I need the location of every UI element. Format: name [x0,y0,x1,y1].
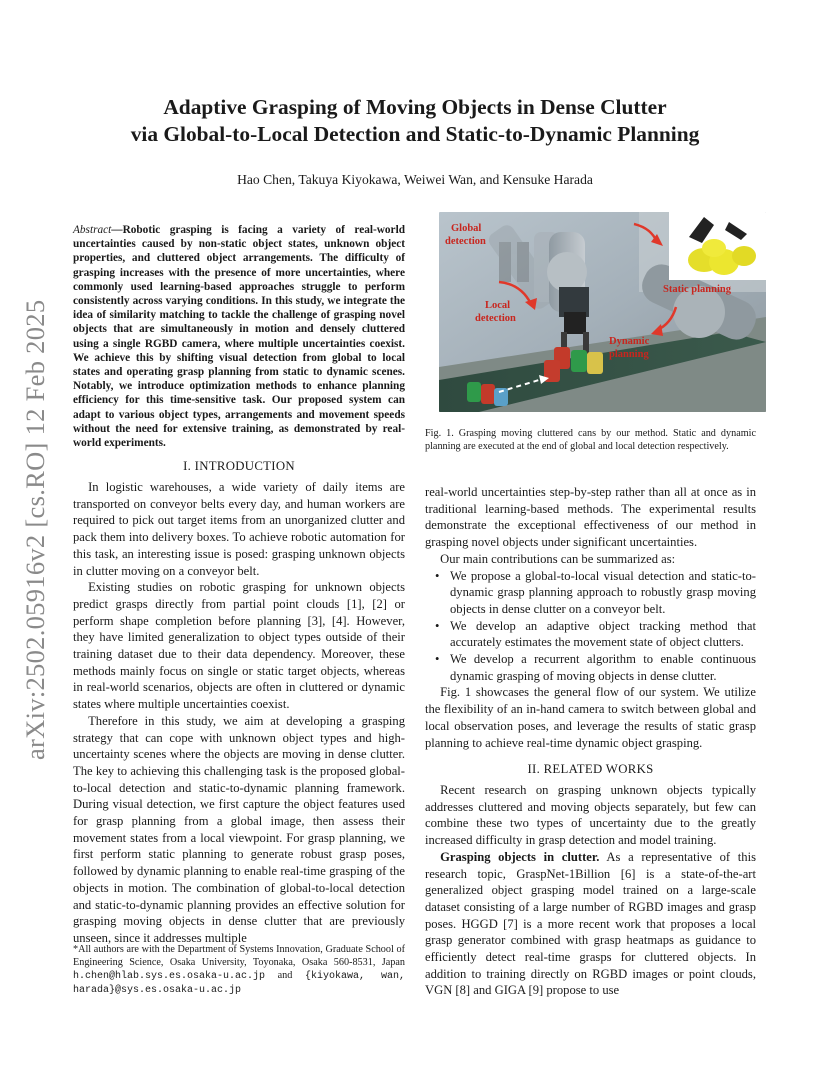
related-paragraph-1: Recent research on grasping unknown objects typically addresses cluttered and moving objects separately, but few can combine these two types of uncertainty due to the greatly increased difficulty in grasp detection and model training. [425,783,756,848]
related-paragraph-2 [425,849,756,999]
related-paragraph-2-text: As a representative of this research topic, GraspNet-1Billion [6] is a state-of-the-art generalized object grasping model trained on a large-scale dataset consisting of a large number of RGBD images and grasp poses. HGGD [7] is a more recent work that proposes a local grasp generator combined with grasp heatmaps as guidance to efficiently detect real-time grasps for cluttered objects. In addition to training directly on RGBD images or point clouds, VGN [8] and GIGA [9] propose to use [425,849,756,998]
label-local-detection-2: detection [475,313,516,324]
intro-paragraph-2: Existing studies on robotic grasping for unknown objects predict grasps directly from partial point clouds [1], [2] or perform shape completion before planning [3], [4]. However, they have limited generalization to object types outside of their training dataset due to their data dependency. Moreover, these methods mainly focus on single or static target objects, whereas in real-world scenarios, objects are often in cluttered or dynamic states where multiple uncertainties coexist. [73,580,405,712]
robot-grasping-illustration [439,212,766,412]
figure-1-caption: Fig. 1. Grasping moving cluttered cans by our method. Static and dynamic planning are executed at the end of global and local detection respectively. [425,428,756,452]
label-dynamic-planning-1: Dynamic [609,336,650,347]
label-static-planning: Static planning [663,284,731,295]
contributions-intro: Our main contributions can be summarized as: [440,551,676,566]
right-column-body-top [425,484,756,751]
intro-paragraph-1: In logistic warehouses, a wide variety of daily items are transported on conveyor belts every day, and human workers are required to pick out target items from an unorganized clutter and pack them into delivery boxes. To achieve robotic automation for this task, an interesting issue is posed: grasping unknown objects in clutter moving on a conveyor belt. [73,480,405,578]
contributions-list [425,568,756,685]
footnote-email-2: {kiyokawa, wan, harada}@sys.es.osaka-u.ac.jp [73,971,405,996]
abstract [73,223,405,450]
footnote-email-1: h.chen@hlab.sys.es.osaka-u.ac.jp [73,971,266,982]
title-line-1: Adaptive Grasping of Moving Objects in Dense Clutter [163,95,667,119]
abstract-label: Abstract [73,224,112,236]
label-global-detection-1: Global [451,223,482,234]
footnote-and: and [265,970,305,981]
intro-continuation: real-world uncertainties step-by-step rather than all at once as in traditional learning-based methods. The experimental results demonstrate the exceptional effectiveness of our method in grasping novel objects under significant uncertainties. [425,485,756,550]
point-cloud-inset [669,212,766,280]
abstract-text: Robotic grasping is facing a variety of real-world uncertainties caused by non-static object states, unknown object properties, and cluttered object arrangements. The difficulty of grasping increases with the presence of more uncertainties, where commonly used learning-based approaches struggle to perform consistently across varying conditions. In this study, we integrate the idea of similarity matching to tackle the challenge of grasping novel objects that are simultaneously in motion and densely cluttered using a single RGBD camera, where multiple uncertainties coexist. We achieve this by shifting visual detection from global to local states and operating grasp planning from static to dynamic scenes. Notably, we introduce optimization methods to enhance planning efficiency for this time-sensitive task. Our proposed system can adapt to various object types, arrangements and movement speeds without the need for extensive training, as demonstrated by real-world experiments. [73,224,405,450]
figure-overview-paragraph: Fig. 1 showcases the general flow of our system. We utilize the flexibility of an in-hand camera to switch between global and local observation poses, and leverage the results of static grasp planning to achieve real-time dynamic object grasping. [425,685,756,750]
section-heading-introduction: I. INTRODUCTION [183,459,295,473]
footnote-text: *All authors are with the Department of Systems Innovation, Graduate School of Engineering Science, Osaka University, Toyonaka, Osaka 560-8531, Japan [73,944,405,968]
contribution-item: • We propose a global-to-local visual detection and static-to-dynamic grasp planning approach to robustly grasp moving objects in dense clutter on a conveyor belt. [450,568,756,618]
left-column-body [73,479,405,947]
label-local-detection-1: Local [485,300,511,311]
right-column-body-bottom [425,782,756,999]
related-paragraph-2-heading: Grasping objects in clutter. [440,849,600,864]
contribution-item: • We develop a recurrent algorithm to enable continuous dynamic grasping of moving objects in dense clutter. [450,651,756,684]
figure-1-photo [439,212,766,412]
author-affiliation-footnote [73,943,405,997]
intro-paragraph-3: Therefore in this study, we aim at developing a grasping strategy that can cope with unknown object types and high-uncertainty scenes where the objects are moving in dense clutter. The key to achieving this challenging task is the proposed global-to-local detection and static-to-dynamic planning framework. During visual detection, we first capture the object features used for grasp planning from a global image, then assess their movement states from a local viewpoint. For grasp planning, we first perform static planning to generate robust grasp poses, followed by dynamic planning to enable real-time grasping of the objects in motion. The combination of global-to-local detection and static-to-dynamic planning provides an effective solution for grasping moving objects in dense clutter that are previously unseen, since it addresses multiple [73,713,405,945]
section-heading-related-works: II. RELATED WORKS [527,762,654,776]
label-dynamic-planning-2: planning [609,349,649,360]
title-line-2: via Global-to-Local Detection and Static-to-Dynamic Planning [130,122,700,146]
author-list: Hao Chen, Takuya Kiyokawa, Weiwei Wan, and Kensuke Harada [237,172,593,187]
contribution-item: • We develop an adaptive object tracking method that accurately estimates the movement state of object clutters. [450,618,756,651]
label-global-detection-2: detection [445,236,486,247]
abstract-dash: — [111,224,123,236]
paper-title [100,94,730,148]
